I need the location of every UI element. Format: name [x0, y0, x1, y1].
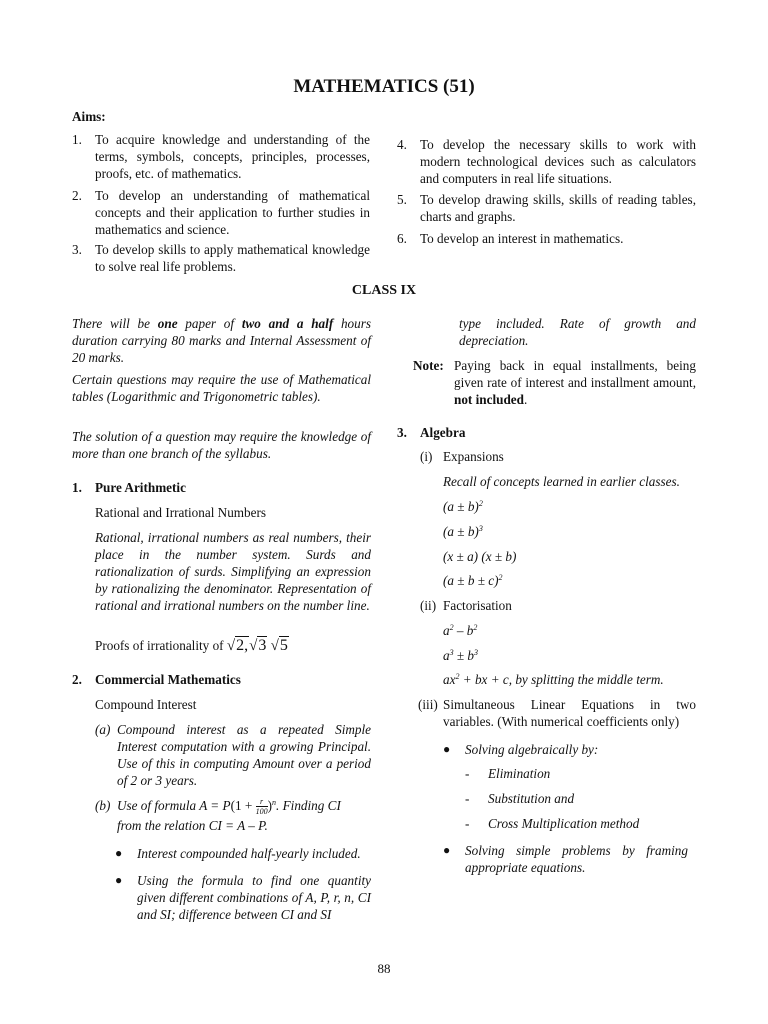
item-label: (ii) — [420, 598, 437, 613]
bullet-text: Solving algebraically by: — [465, 742, 599, 757]
note-bold: not included — [454, 392, 524, 407]
dash-marker: - — [465, 816, 470, 831]
surd-value: 3 — [258, 637, 267, 654]
intro-text: hours duration carrying 80 marks and Internal Assessment of 20 marks. — [72, 316, 372, 365]
item-text: Compound interest as a repeated Simple Interest computation with a growing Principal. Use of this in computing Amount over a period of 2 or 3 years. — [117, 722, 371, 788]
aim-number: 2. — [72, 188, 82, 203]
formula: + bx + c, by splitting the middle term. — [459, 672, 664, 687]
aims-heading: Aims: — [72, 109, 106, 124]
bullet-icon: ● — [443, 742, 451, 756]
aim-item — [397, 230, 696, 247]
aim-text: To develop the necessary skills to work with modern technological devices such as calculators and computers in real life situations. — [420, 137, 696, 186]
section-title: Pure Arithmetic — [95, 480, 186, 495]
note-end: . — [524, 392, 528, 407]
factorisation-formula — [443, 671, 664, 688]
surd: √3 — [249, 637, 267, 654]
formula-exponent: 2 — [455, 672, 460, 681]
bullet-icon: ● — [443, 843, 451, 857]
formula: a — [443, 648, 450, 663]
formula: ) — [267, 798, 272, 813]
bullet-item — [115, 872, 371, 923]
formula: (a ± b) — [443, 499, 479, 514]
formula-exponent: 2 — [473, 623, 478, 632]
continued-text: type included. Rate of growth and depreciation. — [459, 316, 696, 348]
intro-paragraph-tables: Certain questions may require the use of Mathematical tables (Logarithmic and Trigonometric tables). — [72, 372, 371, 404]
aim-text: To develop an understanding of mathematical concepts and their application to further studies in mathematics and science. — [95, 188, 370, 237]
surd-value: 2, — [236, 637, 249, 654]
bullet-icon: ● — [115, 873, 123, 887]
formula: (a ± b ± c) — [443, 573, 499, 588]
section-subtitle: Rational and Irrational Numbers — [95, 505, 267, 520]
aim-item — [72, 187, 370, 238]
formula: a — [443, 623, 450, 638]
expansion-formula — [443, 523, 483, 540]
section-title: Commercial Mathematics — [95, 672, 241, 687]
note-text — [454, 357, 696, 408]
formula: ax — [443, 672, 456, 687]
formula-exponent: 2 — [498, 573, 503, 582]
item-text: Simultaneous Linear Equations in two variables. (With numerical coefficients only) — [443, 697, 696, 729]
section-number: 1. — [72, 480, 82, 495]
bullet-item — [443, 842, 688, 876]
aim-number: 1. — [72, 132, 82, 147]
bullet-text: Interest compounded half-yearly included. — [137, 846, 361, 861]
note-label: Note: — [413, 358, 444, 373]
dash-marker: - — [465, 791, 470, 806]
surd: √5 — [270, 637, 288, 654]
note-body: Paying back in equal installments, being given rate of interest and installment amount, — [454, 358, 696, 390]
irrationality-proofs — [95, 637, 289, 655]
proofs-text: Proofs of irrationality of — [95, 638, 227, 653]
aim-text: To develop drawing skills, skills of reading tables, charts and graphs. — [420, 192, 696, 224]
surd-value: 5 — [279, 637, 288, 654]
formula-text: . Finding CI — [276, 798, 341, 813]
aim-item — [72, 241, 370, 275]
aim-number: 6. — [397, 231, 407, 246]
bullet-item — [115, 845, 371, 862]
method-item: Cross Multiplication method — [488, 816, 640, 831]
section-number: 3. — [397, 425, 407, 440]
formula-text: Use of formula — [117, 798, 200, 813]
section-body: Rational, irrational numbers as real numbers, their place in the number system. Surds and rationalization of surds. Simplifying an expression by rationalizing the denominator. Representation of rational and irrational numbers on the number line. — [95, 530, 371, 613]
item-label: (b) — [95, 798, 111, 813]
recall-text: Recall of concepts learned in earlier classes. — [443, 474, 680, 489]
bullet-icon: ● — [115, 846, 123, 860]
formula: A = P — [199, 798, 231, 813]
formula: ± b — [453, 648, 475, 663]
item-label: (i) — [420, 449, 433, 464]
intro-bold: two and a half — [241, 316, 334, 331]
expansion-formula: (x ± a) (x ± b) — [443, 549, 517, 564]
expansion-formula — [443, 572, 503, 589]
aim-text: To develop skills to apply mathematical knowledge to solve real life problems. — [95, 242, 370, 274]
formula: (1 + — [230, 798, 256, 813]
expansion-formula — [443, 498, 483, 515]
formula-exponent: 3 — [478, 524, 483, 533]
intro-text: There will be — [72, 316, 158, 331]
dash-marker: - — [465, 766, 470, 781]
formula-exponent: 3 — [449, 648, 454, 657]
formula-exponent: 2 — [449, 623, 454, 632]
aim-number: 4. — [397, 137, 407, 152]
fraction — [256, 797, 268, 816]
bullet-item — [443, 741, 696, 758]
bullet-text: Solving simple problems by framing appropriate equations. — [465, 843, 688, 875]
method-item: Substitution and — [488, 791, 575, 806]
aim-item — [397, 136, 696, 187]
page-title: MATHEMATICS (51) — [293, 76, 475, 97]
item-title: Factorisation — [443, 598, 512, 613]
item-title: Expansions — [443, 449, 504, 464]
formula: (a ± b) — [443, 524, 479, 539]
item-label: (iii) — [418, 697, 438, 712]
formula-exponent: 2 — [478, 499, 483, 508]
surd: √2, — [226, 637, 249, 654]
aim-item — [397, 191, 696, 225]
aim-text: To develop an interest in mathematics. — [420, 231, 624, 246]
aim-number: 5. — [397, 192, 407, 207]
formula-line — [117, 797, 373, 816]
aim-item — [72, 131, 370, 182]
bullet-text: Using the formula to find one quantity given different combinations of A, P, r, n, CI and SI; difference between CI and SI — [137, 873, 371, 922]
intro-paragraph — [72, 315, 371, 366]
aim-number: 3. — [72, 242, 82, 257]
aim-text: To acquire knowledge and understanding of the terms, symbols, concepts, principles, processes, proofs, etc. of mathematics. — [95, 132, 370, 181]
section-number: 2. — [72, 672, 82, 687]
method-item: Elimination — [488, 766, 551, 781]
formula-exponent: n — [272, 798, 276, 807]
page-number: 88 — [377, 961, 391, 976]
section-subtitle: Compound Interest — [95, 697, 197, 712]
class-heading: CLASS IX — [351, 283, 417, 298]
factorisation-formula — [443, 622, 477, 639]
fraction-denominator: 100 — [255, 807, 268, 817]
factorisation-formula — [443, 647, 478, 664]
section-title: Algebra — [420, 425, 466, 440]
intro-bold: one — [157, 316, 178, 331]
intro-text: paper of — [177, 316, 242, 331]
formula: – b — [453, 623, 474, 638]
formula-text: from the relation CI = A – P. — [117, 818, 268, 833]
intro-paragraph-syllabus: The solution of a question may require the knowledge of more than one branch of the syllabus. — [72, 429, 371, 461]
item-label: (a) — [95, 722, 111, 737]
formula-exponent: 3 — [474, 648, 479, 657]
fraction-numerator: r — [256, 797, 268, 807]
